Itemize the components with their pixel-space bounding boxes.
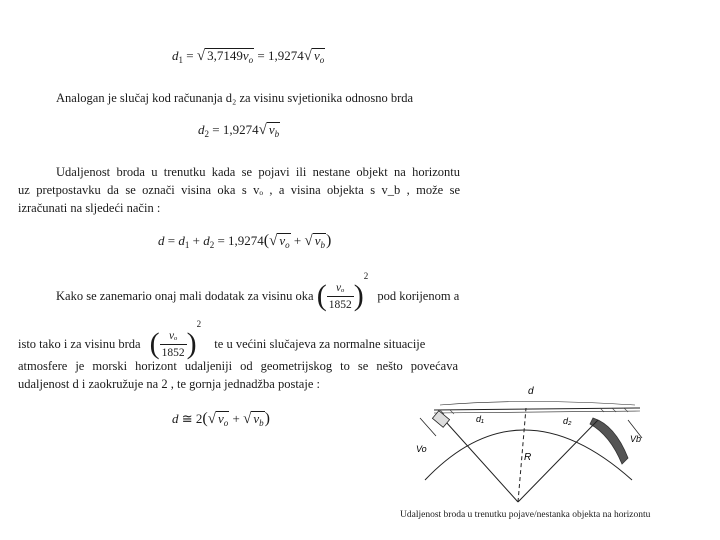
horizon-diagram (400, 380, 690, 510)
fraction-eye-height: $\frac{\text{vₒ}}{1852}$ (328, 281, 352, 311)
label-vo: Vo (416, 444, 427, 454)
equation-d2: $d_2 = 1,9274√$ $v_b$ (198, 122, 280, 139)
paragraph-distance-line-2: uz pretpostavku da se označi visina oka s vₒ , a visina objekta s v_b , može se (18, 183, 460, 197)
paragraph-distance (18, 164, 460, 216)
label-vb: Vb (630, 434, 642, 444)
label-d1: d₁ (476, 414, 484, 424)
radius-left (446, 422, 518, 502)
d-measure-arc (440, 402, 635, 406)
paragraph-hill-height-after: te u većini slučajeva za normalne situacije (214, 337, 426, 352)
paragraph-distance-line-3: izračunati na sljedeći način : (18, 201, 161, 215)
paragraph-neglect-eye-after: pod korijenom a (377, 289, 460, 304)
paragraph-analogous: Analogan je slučaj kod računanja d₂ za visinu svjetionika odnosno brda (56, 91, 414, 105)
paragraph-atmosphere-line-2: udaljenost d i zaokružuje na 2 , te gornja jednadžba postaje : (18, 377, 320, 391)
figure-caption: Udaljenost broda u trenutku pojave/nestanka objekta na horizontu (400, 510, 651, 520)
hill-shape (590, 418, 628, 464)
equation-d-sum: $d = d_1 + d_2 = 1,9274(√$ $v_o$ + √ $v_b$) (158, 232, 332, 250)
paragraph-hill-height: isto tako i za visinu brda ( $\frac{\text{vₒ}}{1852}$ )$^2$ te u većini slučajeva za normalne situacije (18, 319, 426, 361)
vo-bracket (420, 418, 436, 436)
paragraph-neglect-eye: Kako se zanemario onaj mali dodatak za visinu oka ( $\frac{\text{vₒ}}{1852}$ )$^2$ pod korijenom a (56, 271, 460, 313)
label-d2: d₂ (563, 416, 572, 426)
fraction-hill-height: $\frac{\text{vₒ}}{1852}$ (161, 329, 185, 359)
equation-d-approx: d ≅ 2(√ $v_o$ + √ $v_b$) (172, 410, 270, 428)
paragraph-distance-line-1: Udaljenost broda u trenutku kada se pojavi ili nestane objekt na horizontu (56, 165, 460, 179)
label-R: R (524, 452, 532, 463)
tangent-line-2 (434, 411, 640, 413)
paragraph-atmosphere (18, 358, 458, 392)
label-d: d (528, 386, 534, 397)
equation-d1: $d_1$ = √ $3,7149v_o = 1,9274√$ $v_o$ (172, 48, 325, 65)
paragraph-hill-height-before: isto tako i za visinu brda (18, 337, 141, 352)
tangent-line (434, 408, 640, 410)
paragraph-atmosphere-line-1: atmosfere je morski horizont udaljeniji od geometrijskog to se nešto povećava (18, 359, 458, 373)
paragraph-neglect-eye-before: Kako se zanemario onaj mali dodatak za visinu oka (56, 289, 314, 304)
